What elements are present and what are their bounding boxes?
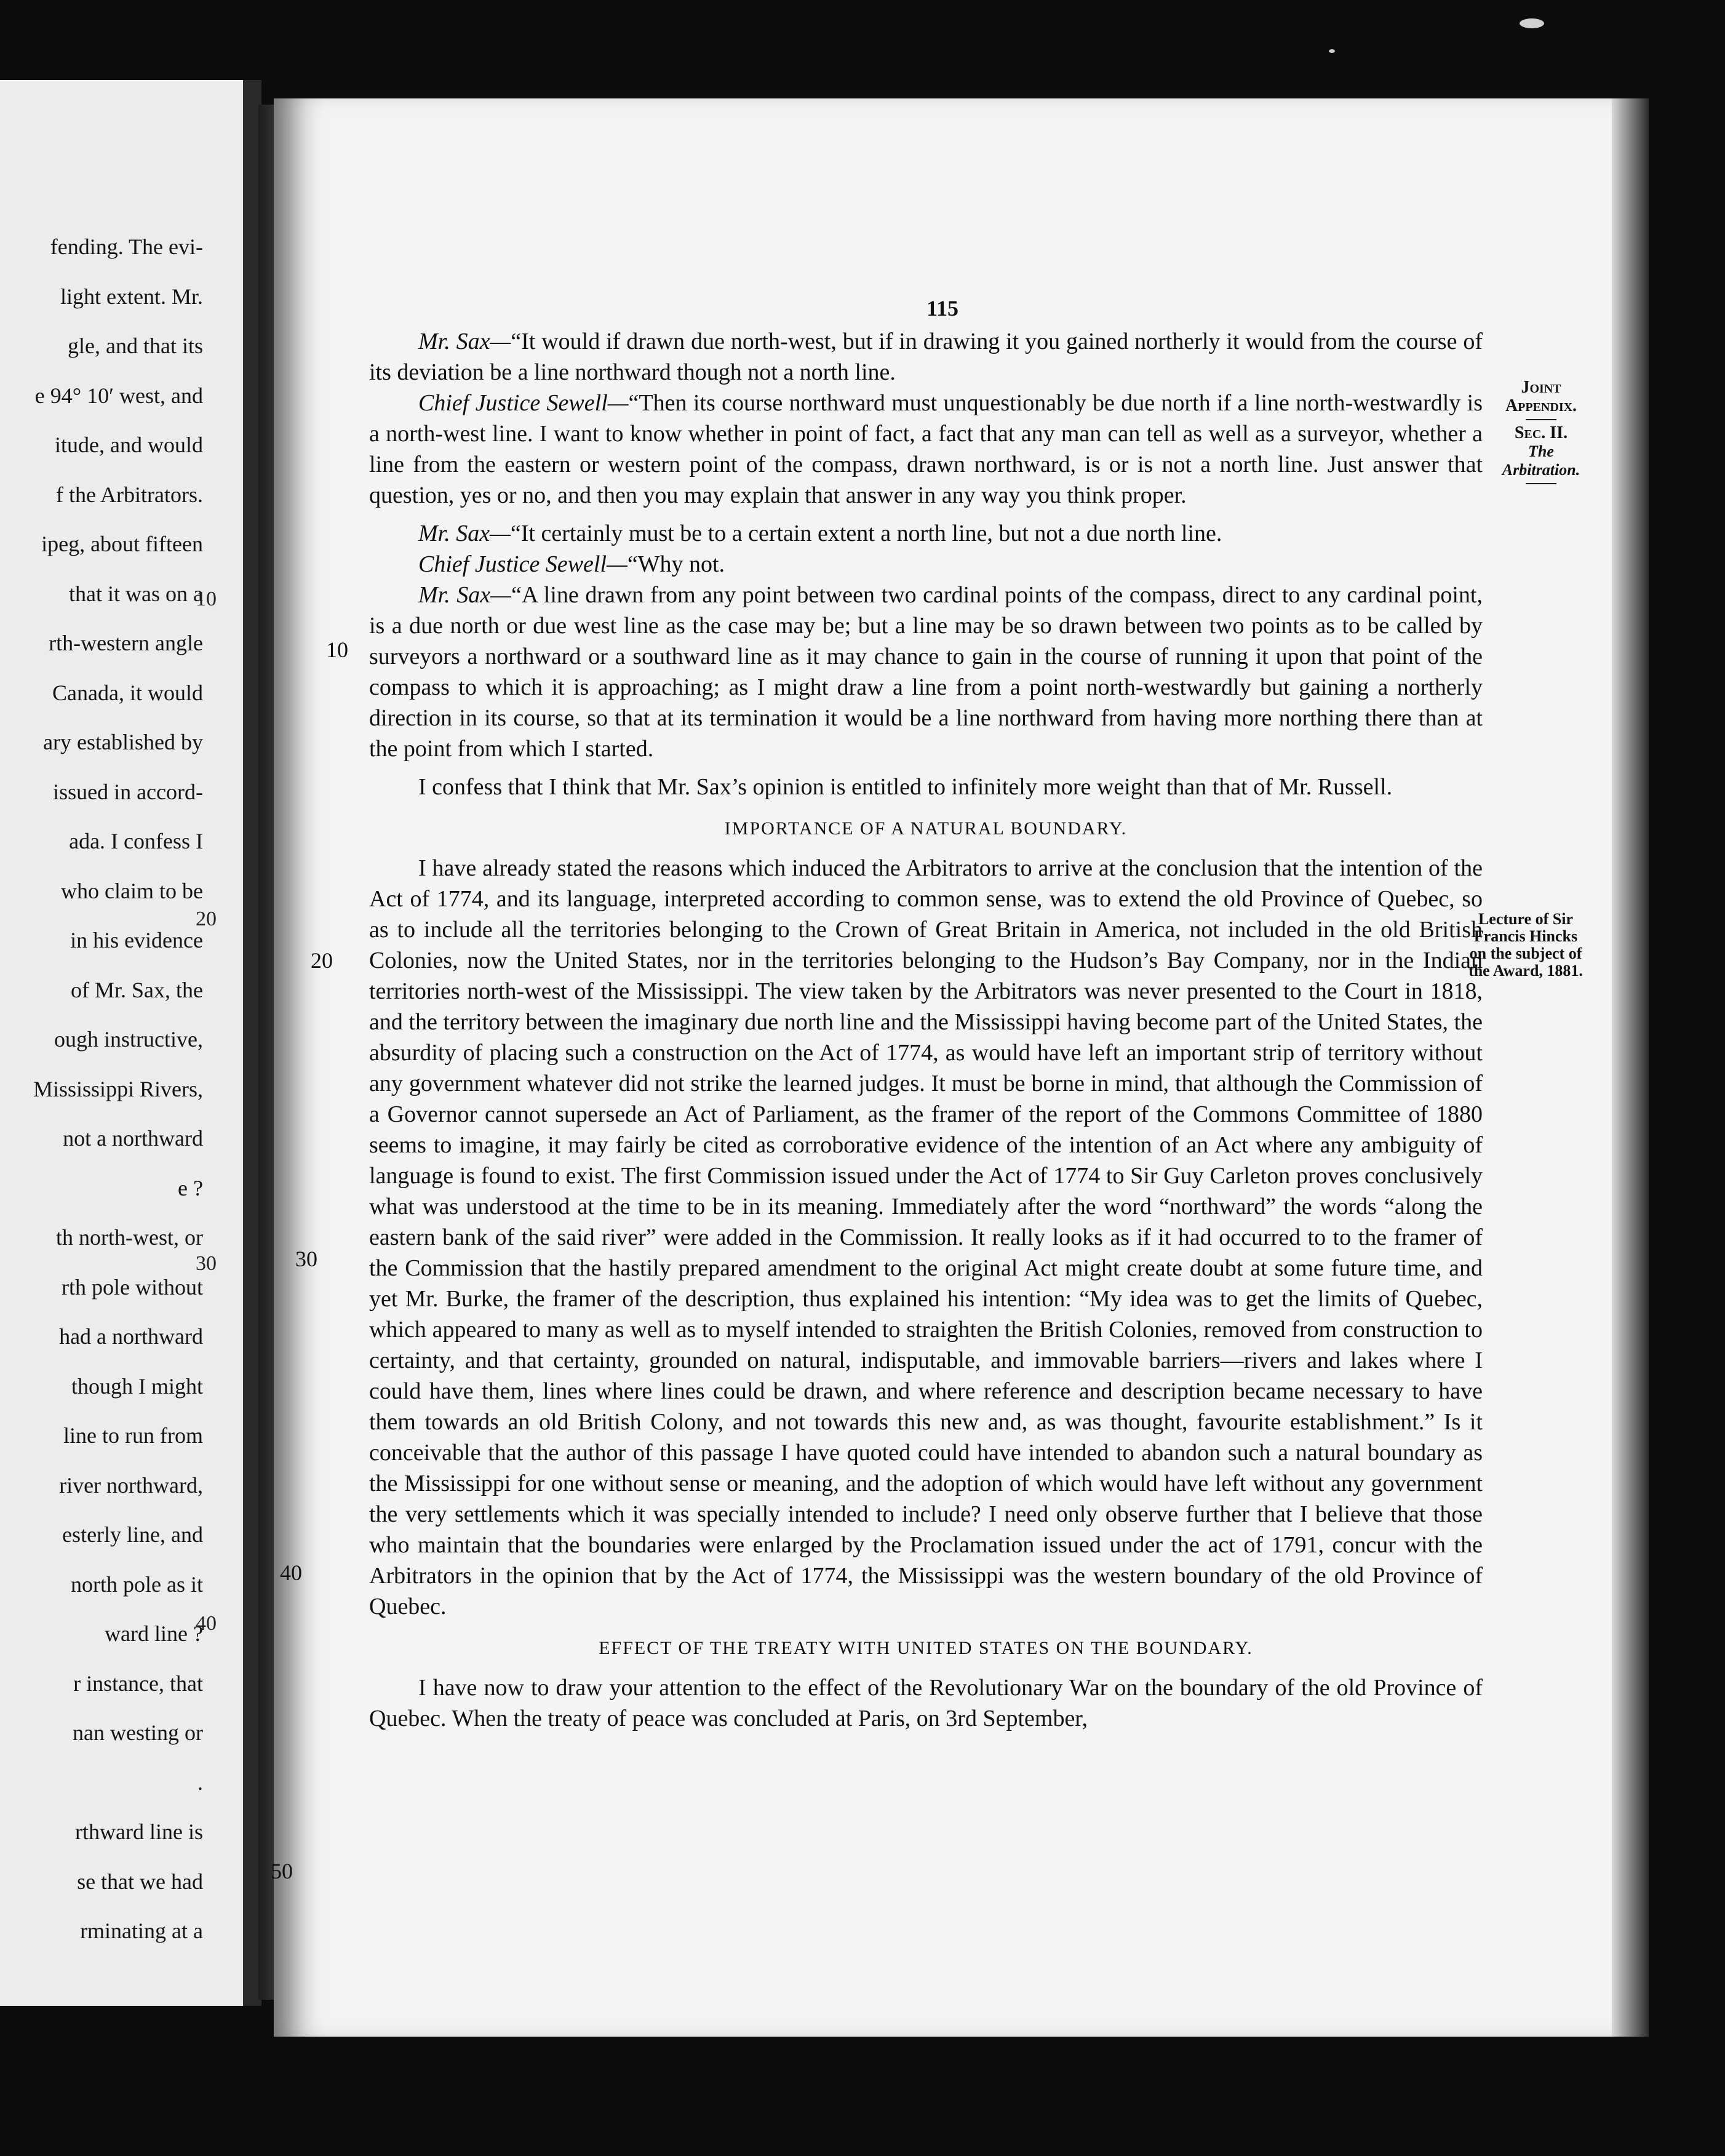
speaker-name: Mr. Sax— (418, 582, 511, 608)
left-page-line: rthward line is (75, 1819, 203, 1844)
left-page-line: e ? (178, 1175, 203, 1200)
paragraph-revolutionary-war: I have now to draw your attention to the effect of the Revolutionary War on the boundary of the old Province of Quebec. When the treaty of peace was concluded at Paris, on 3rd September, (369, 1675, 1483, 1731)
dust-speck (1329, 49, 1335, 53)
left-page-line: fending. The evi- (50, 234, 203, 259)
left-page-line: f the Arbitrators. (56, 482, 203, 507)
left-page-line: rth pole without (62, 1274, 203, 1300)
left-margin-number-40: 40 (196, 1612, 217, 1635)
line-number-40: 40 (280, 1560, 302, 1585)
left-page-line: esterly line, and (62, 1522, 203, 1547)
left-page-line: not a northward (63, 1126, 203, 1151)
section-heading-treaty: EFFECT OF THE TREATY WITH UNITED STATES ON THE BOUNDARY. (599, 1638, 1253, 1658)
left-page-line: issued in accord- (53, 779, 203, 804)
paragraph-reasons: I have already stated the reasons which induced the Arbitrators to arrive at the conclusion that the intention of the Act of 1774, and its language, interpreted according to common sense, was to extend the old Province of Quebec, so as to include all the territories belonging to the Crown of Great Britain in America, not included in the old British Colonies, now the United States, nor in the territories belonging to the Hudson’s Bay Company, nor in the Indian territories north-west of the Mississippi. The view taken by the Arbitrators was never presented to the Court in 1818, and the territory between the imaginary due north line and the Mississippi having become part of the United States, the absurdity of placing such a construction on the Act of 1774, as would have left an important strip of territory without any government whatever did not strike the learned judges. It must be borne in mind, that although the Commission of a Governor cannot supersede an Act of Parliament, as the framer of the report of the Commons Committee of 1880 seems to imagine, it may fairly be cited as corroborative evidence of the intention of an Act where any ambiguity of language is found to exist. The first Commission issued under the Act of 1774 to Sir Guy Carleton proves conclusively what was understood at the time to be in its meaning. Immediately after the word “northward” the words “along the eastern bank of the said river” were added in the Commission. It really looks as if it had occurred to to the framer of the Commission that the hastily prepared amendment to the original Act might create doubt at some future time, and yet Mr. Burke, the framer of the description, thus explained his intention: “My idea was to get the limits of Quebec, which appeared to many as well as to myself intended to straighten the British Colonies, removed from construction to certainty, and that certainty, grounded on natural, indisputable, and immovable barriers—rivers and lakes where I could have them, lines where lines could be drawn, and where reference and description became necessary to have them towards an old British Colony, and not towards this new and, as was thought, favourite establishment.” Is it conceivable that the author of this passage I have quoted could have intended to abandon such a natural boundary as the Mississippi for one without sense or meaning, and the adoption of which would have left without any government the very settlements which it was specially intended to include? I need only observe further that I believe that those who maintain that the boundaries were enlarged by the Proclamation issued under the act of 1791, concur with the Arbitrators in the opinion that by the Act of 1774, the Mississippi was the western boundary of the old Province of Quebec. (369, 855, 1483, 1619)
body-text (369, 326, 1483, 1741)
paragraph-text: “A line drawn from any point between two cardinal points of the compass, direct to any cardinal point, is a due north or due west line as the case may be; but a line may be so drawn between two points as to be called by surveyors a northward or a southward line as it may chance to gain in the course of running it upon that point of the compass to which it is approaching; as I might draw a line from a point north-westwardly but gaining a northerly direction in its course, so that at its termination it would be a line northward from having more northing there than at the point from which I started. (369, 582, 1483, 762)
line-number-30: 30 (295, 1247, 317, 1271)
left-page-line: ward line ? (105, 1621, 203, 1646)
left-page-line: north pole as it (71, 1571, 203, 1597)
left-page-line: had a northward (59, 1324, 203, 1349)
left-page-line: ada. I confess I (69, 829, 203, 853)
left-page-line: th north-west, or (56, 1225, 203, 1250)
left-page-line: who claim to be (61, 878, 203, 903)
paragraph-sax-2 (369, 518, 1483, 549)
paragraph-text: “It certainly must be to a certain extent a north line, but not a due north line. (510, 521, 1222, 546)
side-note-sec: Sec. II. (1514, 423, 1568, 442)
speaker-name: Chief Justice Sewell— (418, 390, 629, 416)
left-page-line: light extent. Mr. (60, 284, 203, 309)
paragraph-sax-3 (369, 580, 1483, 764)
paragraph-text: “Then its course northward must unquestionably be due north if a line north-westwardly is a north-west line. I want to know whether in point of fact, a fact that any man can tell as well as a surveyor, whether a line from the eastern or western point of the compass, drawn northward, is or is not a north line. Just answer that question, yes or no, and then you may explain that answer in any way you think proper. (369, 390, 1483, 508)
left-margin-number-20: 20 (196, 908, 217, 930)
paragraph-sewell-2 (369, 549, 1483, 580)
side-note-rule (1526, 419, 1556, 420)
line-number-10: 10 (326, 637, 348, 662)
left-page-line: rth-western angle (49, 631, 203, 655)
left-page-line: se that we had (77, 1869, 203, 1894)
left-page-line: of Mr. Sax, the (71, 977, 203, 1002)
speaker-name: Chief Justice Sewell— (418, 551, 627, 577)
left-page-line: ipeg, about fifteen (41, 532, 203, 556)
section-heading-natural-boundary: IMPORTANCE OF A NATURAL BOUNDARY. (724, 818, 1128, 839)
left-page-line: r instance, that (73, 1671, 203, 1696)
left-page-line: ough instructive, (54, 1027, 203, 1052)
left-page-line: nan westing or (73, 1720, 203, 1745)
left-page-line: e 94° 10′ west, and (34, 383, 203, 408)
left-page-line: line to run from (63, 1423, 203, 1448)
left-page-line: Canada, it would (52, 680, 203, 705)
side-note-section (1489, 378, 1593, 488)
paragraph-confess: I confess that I think that Mr. Sax’s opinion is entitled to infinitely more weight than that of Mr. Russell. (418, 774, 1393, 800)
left-margin-number-10: 10 (196, 588, 217, 610)
line-number-20: 20 (311, 948, 333, 973)
left-page-line: gle, and that its (68, 333, 203, 358)
left-page-line: itude, and would (55, 433, 203, 457)
left-page-line: river northward, (59, 1472, 203, 1498)
side-note-joint: Joint (1521, 378, 1561, 397)
left-margin-number-30: 30 (196, 1252, 217, 1275)
left-page-line: that it was on a (69, 581, 203, 606)
speaker-name: Mr. Sax— (418, 521, 511, 546)
line-number-50: 50 (271, 1859, 293, 1883)
paragraph-sewell-1 (369, 388, 1483, 511)
side-note-the: The (1528, 442, 1554, 460)
left-page-line: rminating at a (80, 1918, 203, 1943)
paragraph-sax-1 (369, 326, 1483, 388)
side-note-arbitration: Arbitration. (1502, 461, 1580, 479)
left-page-line: though I might (71, 1373, 203, 1399)
left-page-line: . (197, 1770, 203, 1795)
page-edge (1612, 98, 1649, 2037)
side-note-rule (1526, 483, 1556, 484)
left-facing-page (0, 80, 261, 2006)
paragraph-text: “Why not. (627, 551, 725, 577)
dust-speck (1520, 18, 1544, 28)
side-note-lecture: Lecture of Sir Francis Hincks on the subject of the Award, 1881. (1468, 910, 1583, 980)
side-note-appendix: Appendix. (1505, 396, 1577, 415)
left-page-line: Mississippi Rivers, (33, 1076, 203, 1101)
page-number: 115 (926, 296, 958, 321)
speaker-name: Mr. Sax— (418, 329, 511, 354)
paragraph-text: “It would if drawn due north-west, but if in drawing it you gained northerly it would from the course of its deviation be a line northward though not a north line. (369, 329, 1483, 385)
left-page-line: in his evidence (70, 928, 203, 952)
left-page-line: ary established by (43, 730, 203, 754)
